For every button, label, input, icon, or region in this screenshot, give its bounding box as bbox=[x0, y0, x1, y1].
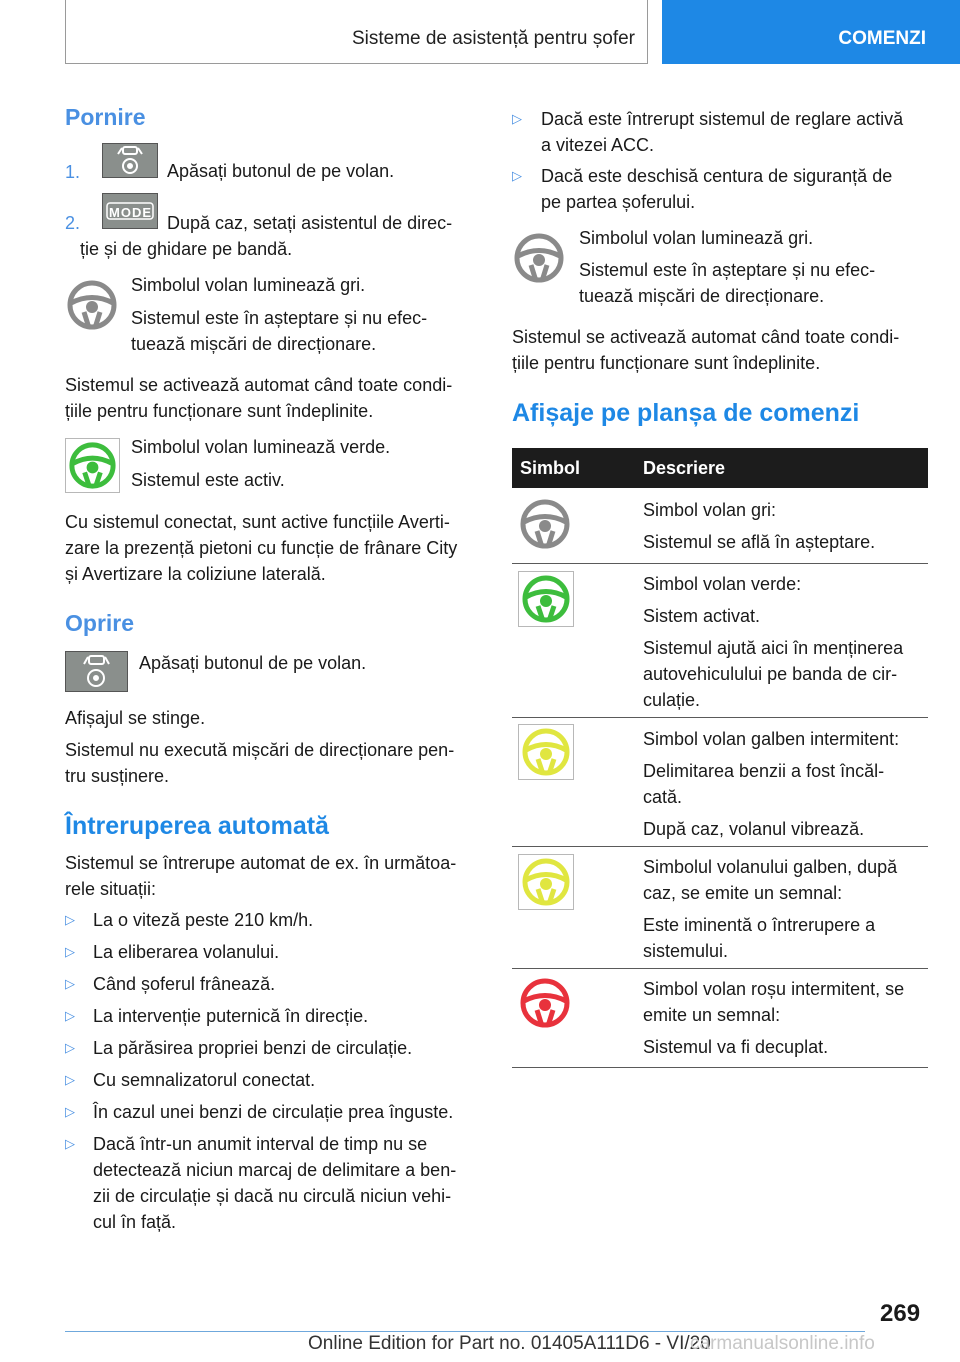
yellow-steering-wheel-icon bbox=[518, 854, 574, 910]
bullet-item: La intervenție puternică în direcție. bbox=[93, 1006, 369, 1026]
row4-line1: Simbolul volanului galben, după bbox=[643, 857, 898, 877]
footer-divider bbox=[65, 1331, 865, 1332]
footer-edition: Online Edition for Part no. 01405A111D6 - VI/20 bbox=[308, 1333, 711, 1354]
right-auto-a: Sistemul se activează automat când toate condi‐ bbox=[512, 327, 900, 347]
row1-line2: Sistemul se află în așteptare. bbox=[643, 532, 876, 552]
bullet-item-last-d: cul în față. bbox=[93, 1212, 177, 1232]
acc-bullet-a: Dacă este întrerupt sistemul de reglare activă bbox=[541, 109, 904, 129]
header-title: Sisteme de asistență pentru șofer bbox=[351, 28, 635, 49]
stop-text: Apăsați butonul de pe volan. bbox=[139, 653, 367, 673]
belt-bullet-b: pe partea șoferului. bbox=[541, 192, 696, 212]
row5-line3: Sistemul va fi decuplat. bbox=[643, 1037, 829, 1057]
step2-line1: După caz, setați asistentul de direc‐ bbox=[167, 213, 453, 233]
connected-b: zare la prezență pietoni cu funcție de frânare City bbox=[65, 538, 458, 558]
right-auto-b: țiile pentru funcționare sunt îndeplinite. bbox=[512, 353, 821, 373]
table-row-divider bbox=[512, 717, 928, 718]
bullet-item: În cazul unei benzi de circulație prea înguste. bbox=[93, 1102, 454, 1122]
right-gray-note-1: Simbolul volan luminează gri. bbox=[579, 228, 814, 248]
step-number-2: 2. bbox=[65, 213, 81, 233]
auto-activation-a: Sistemul se activează automat când toate condi‐ bbox=[65, 375, 453, 395]
step1-text: Apăsați butonul de pe volan. bbox=[167, 161, 395, 181]
interrupt-intro-b: rele situații: bbox=[65, 879, 157, 899]
row2-line2: Sistem activat. bbox=[643, 606, 761, 626]
bullet-item: La părăsirea propriei benzi de circulație. bbox=[93, 1038, 413, 1058]
green-note-2: Sistemul este activ. bbox=[131, 470, 285, 490]
step2-line2: ție și de ghidare pe bandă. bbox=[80, 239, 293, 259]
table-row-divider bbox=[512, 563, 928, 564]
bullet-triangle-icon: ▷ bbox=[65, 1040, 75, 1055]
green-note-1: Simbolul volan luminează verde. bbox=[131, 437, 391, 457]
interrupt-intro-a: Sistemul se întrerupe automat de ex. în următoa‐ bbox=[65, 853, 457, 873]
table-header bbox=[512, 448, 928, 488]
bullet-item: La eliberarea volanului. bbox=[93, 942, 280, 962]
right-gray-note-2b: tuează mișcări de direcționare. bbox=[579, 286, 825, 306]
row4-line4: sistemului. bbox=[643, 941, 729, 961]
row2-line4: autovehiculului pe banda de cir‐ bbox=[643, 664, 898, 684]
belt-bullet-a: Dacă este deschisă centura de siguranță de bbox=[541, 166, 893, 186]
gray-note-2b: tuează mișcări de direcționare. bbox=[131, 334, 377, 354]
header-tab-commands[interactable]: COMENZI bbox=[662, 0, 960, 64]
acc-bullet-b: a vitezei ACC. bbox=[541, 135, 655, 155]
gray-note-1: Simbolul volan luminează gri. bbox=[131, 275, 366, 295]
bullet-triangle-icon: ▷ bbox=[65, 976, 75, 991]
row4-line2: caz, se emite un semnal: bbox=[643, 883, 843, 903]
row3-line3: cată. bbox=[643, 787, 683, 807]
bullet-triangle-icon: ▷ bbox=[65, 912, 75, 927]
row2-line1: Simbol volan verde: bbox=[643, 574, 802, 594]
heading-start: Pornire bbox=[65, 104, 146, 130]
bullet-triangle-icon: ▷ bbox=[65, 1008, 75, 1023]
connected-a: Cu sistemul conectat, sunt active funcțiile Averti‐ bbox=[65, 512, 450, 532]
row4-line3: Este iminentă o întrerupere a bbox=[643, 915, 876, 935]
bullet-item-last-b: detectează niciun marcaj de delimitare a ben‐ bbox=[93, 1160, 457, 1180]
row5-line1: Simbol volan roșu intermitent, se bbox=[643, 979, 905, 999]
gray-note-2a: Sistemul este în așteptare și nu efec‐ bbox=[131, 308, 428, 328]
yellow-steering-wheel-icon bbox=[518, 724, 574, 780]
row3-line1: Simbol volan galben intermitent: bbox=[643, 729, 900, 749]
page-number: 269 bbox=[880, 1300, 921, 1327]
gray-steering-wheel-icon bbox=[65, 278, 119, 337]
green-steering-wheel-icon bbox=[518, 571, 574, 627]
table-row-divider bbox=[512, 846, 928, 847]
connected-c: și Avertizare la coliziune laterală. bbox=[65, 564, 326, 584]
mode-label: MODE bbox=[109, 205, 152, 220]
bullet-triangle-icon: ▷ bbox=[65, 944, 75, 959]
bullet-triangle-icon: ▷ bbox=[512, 168, 522, 183]
display-off: Afișajul se stinge. bbox=[65, 708, 206, 728]
row3-line2: Delimitarea benzii a fost încăl‐ bbox=[643, 761, 885, 781]
steering-assist-button-icon bbox=[102, 143, 158, 178]
bullet-triangle-icon: ▷ bbox=[512, 111, 522, 126]
bullet-triangle-icon: ▷ bbox=[65, 1104, 75, 1119]
row2-line3: Sistemul ajută aici în menținerea bbox=[643, 638, 904, 658]
footer-watermark: carmanualsonline.info bbox=[690, 1333, 875, 1354]
bullet-item-last-a: Dacă într-un anumit interval de timp nu se bbox=[93, 1134, 428, 1154]
bullet-item: La o viteză peste 210 km/h. bbox=[93, 910, 314, 930]
bullet-triangle-icon: ▷ bbox=[65, 1072, 75, 1087]
col-description: Descriere bbox=[643, 458, 726, 478]
row1-line1: Simbol volan gri: bbox=[643, 500, 777, 520]
red-steering-wheel-icon bbox=[518, 976, 572, 1035]
bullet-item: Când șoferul frânează. bbox=[93, 974, 276, 994]
row2-line5: culație. bbox=[643, 690, 701, 710]
row3-line4: După caz, volanul vibrează. bbox=[643, 819, 865, 839]
steering-assist-button-icon-2 bbox=[65, 651, 128, 692]
auto-activation-b: țiile pentru funcționare sunt îndeplinite. bbox=[65, 401, 374, 421]
heading-display: Afișaje pe planșa de comenzi bbox=[512, 399, 860, 427]
row5-line2: emite un semnal: bbox=[643, 1005, 781, 1025]
heading-auto-interrupt: Întreruperea automată bbox=[65, 812, 329, 840]
gray-steering-wheel-icon bbox=[512, 231, 566, 290]
bullet-item-last-c: zii de circulație și dacă nu circulă niciun vehi‐ bbox=[93, 1186, 452, 1206]
bullet-item: Cu semnalizatorul conectat. bbox=[93, 1070, 316, 1090]
bullet-triangle-icon: ▷ bbox=[65, 1136, 75, 1151]
green-steering-wheel-icon bbox=[65, 438, 120, 493]
gray-steering-wheel-icon bbox=[518, 497, 572, 556]
col-symbol: Simbol bbox=[520, 458, 581, 478]
table-row-divider bbox=[512, 968, 928, 969]
step-number-1: 1. bbox=[65, 162, 81, 182]
table-row-divider bbox=[512, 1067, 928, 1068]
right-gray-note-2a: Sistemul este în așteptare și nu efec‐ bbox=[579, 260, 876, 280]
no-steering-b: tru susținere. bbox=[65, 766, 170, 786]
mode-button-icon bbox=[102, 193, 158, 229]
heading-stop: Oprire bbox=[65, 610, 135, 636]
no-steering-a: Sistemul nu execută mișcări de direcționare pen‐ bbox=[65, 740, 455, 760]
